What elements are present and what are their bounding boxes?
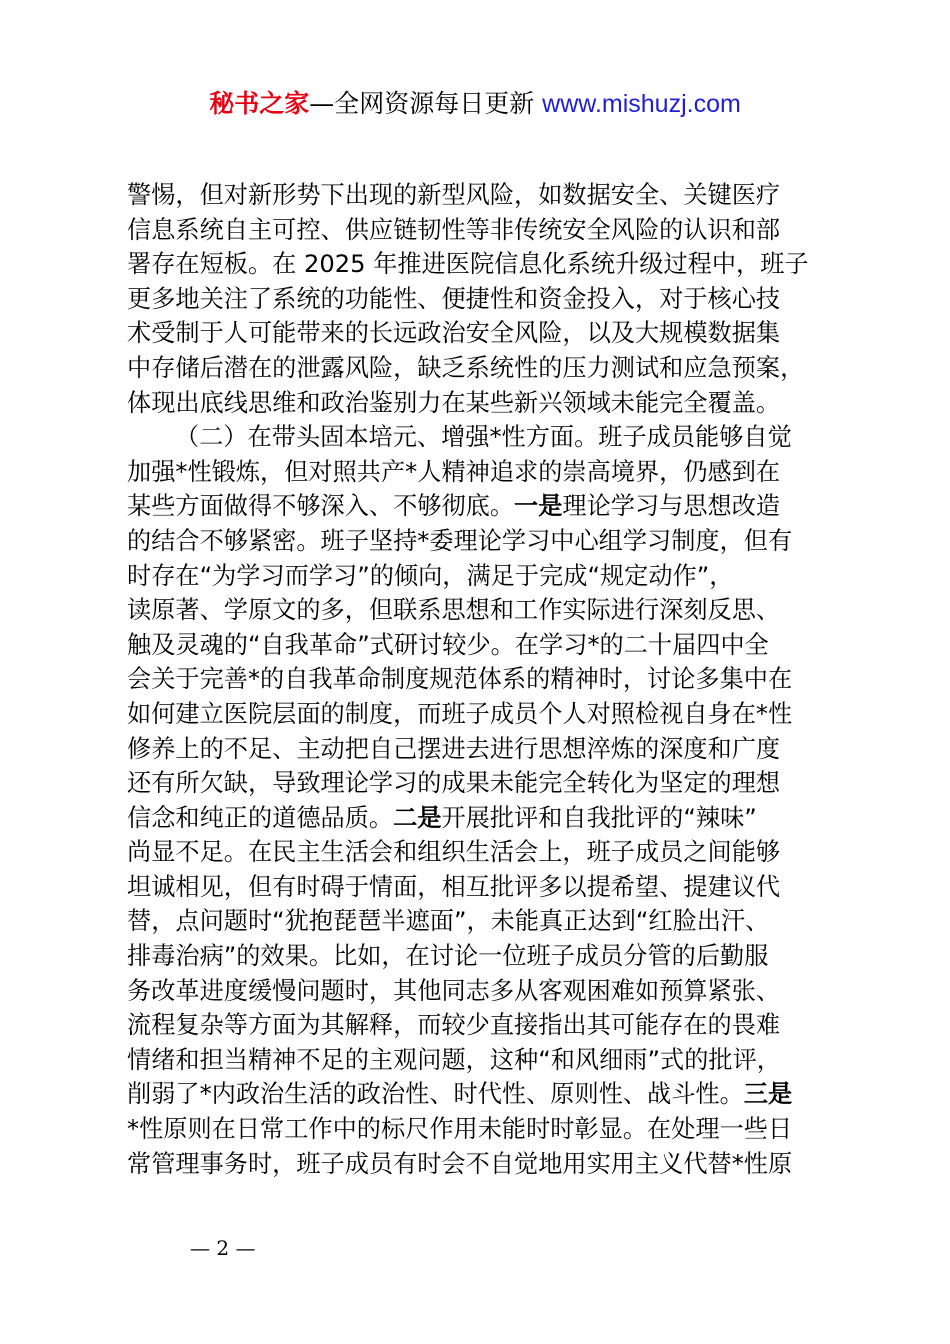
body-text: 修养上的不足、主动把自己摆进去进行思想淬炼的深度和广度 [127,734,781,763]
text-line [127,420,843,455]
text-line [127,1112,843,1147]
text-line [127,489,843,524]
body-text: 的结合不够紧密。班子坚持*委理论学习中心组学习制度，但有 [127,526,793,555]
text-line [127,974,843,1009]
text-line [127,697,843,732]
text-line [127,1008,843,1043]
body-text: 中存储后潜在的泄露风险，缺乏系统性的压力测试和应急预案， [127,353,805,382]
body-text: 开展批评和自我批评的“辣味” [441,803,757,832]
site-slogan: —全网资源每日更新 [309,89,543,118]
body-text: 尚显不足。在民主生活会和组织生活会上，班子成员之间能够 [127,838,781,867]
body-text: 常管理事务时，班子成员有时会不自觉地用实用主义代替*性原 [127,1149,793,1178]
text-line [127,628,843,663]
body-text: 体现出底线思维和政治鉴别力在某些新兴领域未能完全覆盖。 [127,388,781,417]
text-line [127,593,843,628]
text-line [127,247,843,282]
body-text: 某些方面做得不够深入、不够彻底。 [127,492,515,521]
text-line [127,939,843,974]
body-text: 加强*性锻炼，但对照共产*人精神追求的崇高境界，仍感到在 [127,457,781,486]
body-text: 警惕，但对新形势下出现的新型风险，如数据安全、关键医疗 [127,181,781,209]
site-banner [0,86,950,122]
text-line [127,835,843,870]
body-text: 还有所欠缺，导致理论学习的成果未能完全转化为坚定的理想 [127,769,781,798]
body-text: 情绪和担当精神不足的主观问题，这种“和风细雨”式的批评， [127,1045,781,1074]
body-text: *性原则在日常工作中的标尺作用未能时时彰显。在处理一些日 [127,1115,793,1144]
body-text: 署存在短板。在 2025 年推进医院信息化系统升级过程中，班子 [127,250,809,279]
text-line [127,559,843,594]
text-line [127,1077,843,1112]
text-line [127,351,843,386]
body-text: 时存在“为学习而学习”的倾向，满足于完成“规定动作”， [127,561,734,590]
body-text: 会关于完善*的自我革命制度规范体系的精神时，讨论多集中在 [127,665,793,694]
body-text: 更多地关注了系统的功能性、便捷性和资金投入，对于核心技 [127,284,781,313]
body-text: 坦诚相见，但有时碍于情面，相互批评多以提希望、提建议代 [127,872,781,901]
text-line [127,282,843,317]
body-text: 替，点问题时“犹抱琵琶半遮面”，未能真正达到“红脸出汗、 [127,907,770,936]
body-text: 务改革进度缓慢问题时，其他同志多从客观困难如预算紧张、 [127,976,781,1005]
emphasis-text: 一是 [514,492,563,521]
document-body [127,178,843,1181]
text-line [127,732,843,767]
text-line [127,524,843,559]
text-line [127,178,843,213]
body-text: 排毒治病”的效果。比如，在讨论一位班子成员分管的后勤服 [127,942,769,971]
text-line [127,904,843,939]
text-line [127,662,843,697]
text-line [127,316,843,351]
body-text: 削弱了*内政治生活的政治性、时代性、原则性、战斗性。 [127,1080,744,1109]
body-text: 理论学习与思想改造 [562,492,781,521]
body-text: 流程复杂等方面为其解释，而较少直接指出其可能存在的畏难 [127,1011,781,1040]
body-text: （二）在带头固本培元、增强*性方面。班子成员能够自觉 [175,423,792,452]
text-line [127,386,843,421]
site-url-link[interactable]: www.mishuzj.com [542,90,741,118]
body-text: 触及灵魂的“自我革命”式研讨较少。在学习*的二十届四中全 [127,630,769,659]
site-brand: 秘书之家 [209,89,310,118]
page-number: — 2 — [190,1236,256,1260]
text-line [127,801,843,836]
text-line [127,213,843,248]
emphasis-text: 二是 [393,803,442,832]
text-line [127,870,843,905]
text-line [127,766,843,801]
body-text: 读原著、学原文的多，但联系思想和工作实际进行深刻反思、 [127,596,781,625]
emphasis-text: 三是 [743,1080,793,1109]
body-text: 术受制于人可能带来的长远政治安全风险，以及大规模数据集 [127,319,781,348]
body-text: 信息系统自主可控、供应链韧性等非传统安全风险的认识和部 [127,215,781,244]
text-line [127,455,843,490]
body-text: 信念和纯正的道德品质。 [127,803,394,832]
text-line [127,1147,843,1182]
body-text: 如何建立医院层面的制度，而班子成员个人对照检视自身在*性 [127,699,793,728]
text-line [127,1043,843,1078]
